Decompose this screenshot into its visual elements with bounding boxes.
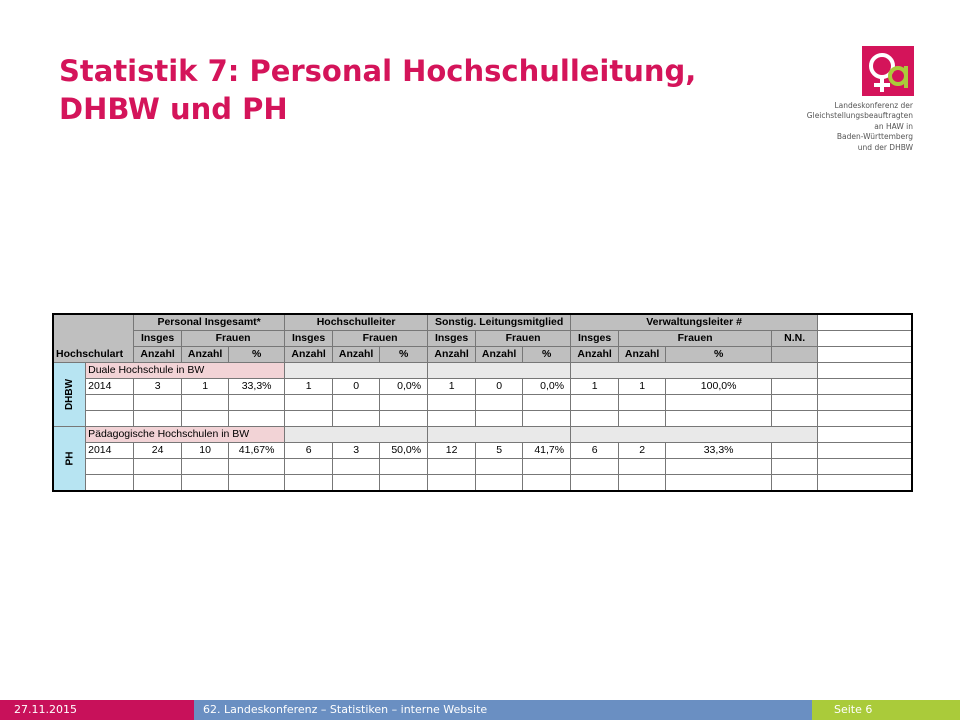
sl-percent-cell: 0,0% <box>523 379 571 395</box>
header-percent: % <box>666 347 772 363</box>
pi-frauen-cell: 1 <box>182 379 229 395</box>
empty-cell <box>818 443 912 459</box>
personnel-statistics-table <box>52 313 913 492</box>
header-frauen: Frauen <box>619 331 772 347</box>
org-line-5: und der DHBW <box>857 142 913 152</box>
sl-insges-cell: 1 <box>428 379 476 395</box>
header-sonstige-leitungsmitglieder: Sonstig. Leitungsmitglied <box>428 314 571 331</box>
footer-title: 62. Landeskonferenz – Statistiken – interne Website <box>194 700 812 720</box>
group-label-dhbw <box>53 363 86 427</box>
empty-cell <box>818 331 912 347</box>
vl-nn-cell <box>772 443 818 459</box>
sl-insges-cell: 12 <box>428 443 476 459</box>
header-insges: Insges <box>428 331 476 347</box>
header-frauen: Frauen <box>182 331 285 347</box>
empty-row <box>53 395 912 411</box>
year-cell: 2014 <box>86 379 134 395</box>
org-line-3: an HAW in <box>874 121 913 131</box>
header-hochschulart: Hochschulart <box>53 314 134 363</box>
section-shaded-cell <box>428 363 571 379</box>
org-line-2: Gleichstellungsbeauftragten <box>806 111 913 121</box>
header-anzahl: Anzahl <box>571 347 619 363</box>
pi-percent-cell: 41,67% <box>229 443 285 459</box>
footer-bar <box>0 700 960 720</box>
hl-frauen-cell: 3 <box>333 443 380 459</box>
section-shaded-cell <box>571 427 818 443</box>
empty-cell <box>818 363 912 379</box>
pi-insges-cell: 3 <box>134 379 182 395</box>
section-label-dhbw: Duale Hochschule in BW <box>86 363 285 379</box>
header-row-1 <box>53 314 912 331</box>
pi-insges-cell: 24 <box>134 443 182 459</box>
header-anzahl: Anzahl <box>476 347 523 363</box>
section-label-ph: Pädagogische Hochschulen in BW <box>86 427 285 443</box>
footer-date: 27.11.2015 <box>0 700 194 720</box>
section-shaded-cell <box>285 363 428 379</box>
sl-frauen-cell: 5 <box>476 443 523 459</box>
hl-frauen-cell: 0 <box>333 379 380 395</box>
header-anzahl: Anzahl <box>333 347 380 363</box>
vl-insges-cell: 1 <box>571 379 619 395</box>
header-row-2 <box>53 331 912 347</box>
header-anzahl: Anzahl <box>428 347 476 363</box>
slide-title-line-2: DHBW und PH <box>59 92 288 126</box>
header-anzahl: Anzahl <box>134 347 182 363</box>
gender-symbol-logo-icon <box>862 46 914 96</box>
empty-row <box>53 475 912 492</box>
header-insges: Insges <box>571 331 619 347</box>
slide-title <box>59 52 779 128</box>
vl-percent-cell: 33,3% <box>666 443 772 459</box>
header-insges: Insges <box>134 331 182 347</box>
vl-frauen-cell: 1 <box>619 379 666 395</box>
footer-page-number: Seite 6 <box>812 700 960 720</box>
vl-nn-cell <box>772 379 818 395</box>
table-row <box>53 443 912 459</box>
organization-name <box>713 101 913 153</box>
section-shaded-cell <box>285 427 428 443</box>
sl-percent-cell: 41,7% <box>523 443 571 459</box>
year-cell: 2014 <box>86 443 134 459</box>
header-frauen: Frauen <box>333 331 428 347</box>
header-verwaltungsleiter: Verwaltungsleiter # <box>571 314 818 331</box>
header-percent: % <box>380 347 428 363</box>
header-anzahl: Anzahl <box>182 347 229 363</box>
empty-row <box>53 411 912 427</box>
header-anzahl: Anzahl <box>619 347 666 363</box>
hl-insges-cell: 6 <box>285 443 333 459</box>
table-row <box>53 379 912 395</box>
pi-percent-cell: 33,3% <box>229 379 285 395</box>
vl-percent-cell: 100,0% <box>666 379 772 395</box>
group-label-ph-text: PH <box>64 451 76 466</box>
hl-percent-cell: 0,0% <box>380 379 428 395</box>
section-shaded-cell <box>428 427 571 443</box>
section-shaded-cell <box>571 363 818 379</box>
empty-row <box>53 459 912 475</box>
header-row-3 <box>53 347 912 363</box>
sl-frauen-cell: 0 <box>476 379 523 395</box>
empty-cell <box>818 314 912 331</box>
org-line-4: Baden-Württemberg <box>836 132 913 142</box>
header-frauen: Frauen <box>476 331 571 347</box>
header-anzahl: Anzahl <box>285 347 333 363</box>
org-line-1: Landeskonferenz der <box>834 101 913 110</box>
slide-title-line-1: Statistik 7: Personal Hochschulleitung, <box>59 54 697 88</box>
header-nn: N.N. <box>772 331 818 347</box>
empty-cell <box>818 379 912 395</box>
header-personal-insgesamt: Personal Insgesamt* <box>134 314 285 331</box>
hl-insges-cell: 1 <box>285 379 333 395</box>
header-percent: % <box>523 347 571 363</box>
section-label-row <box>53 363 912 379</box>
empty-cell <box>818 427 912 443</box>
hl-percent-cell: 50,0% <box>380 443 428 459</box>
pi-frauen-cell: 10 <box>182 443 229 459</box>
empty-cell <box>818 347 912 363</box>
vl-frauen-cell: 2 <box>619 443 666 459</box>
group-label-ph <box>53 427 86 492</box>
header-percent: % <box>229 347 285 363</box>
header-insges: Insges <box>285 331 333 347</box>
vl-insges-cell: 6 <box>571 443 619 459</box>
header-hochschulleiter: Hochschulleiter <box>285 314 428 331</box>
header-nn-empty <box>772 347 818 363</box>
section-label-row <box>53 427 912 443</box>
group-label-dhbw-text: DHBW <box>64 378 76 411</box>
